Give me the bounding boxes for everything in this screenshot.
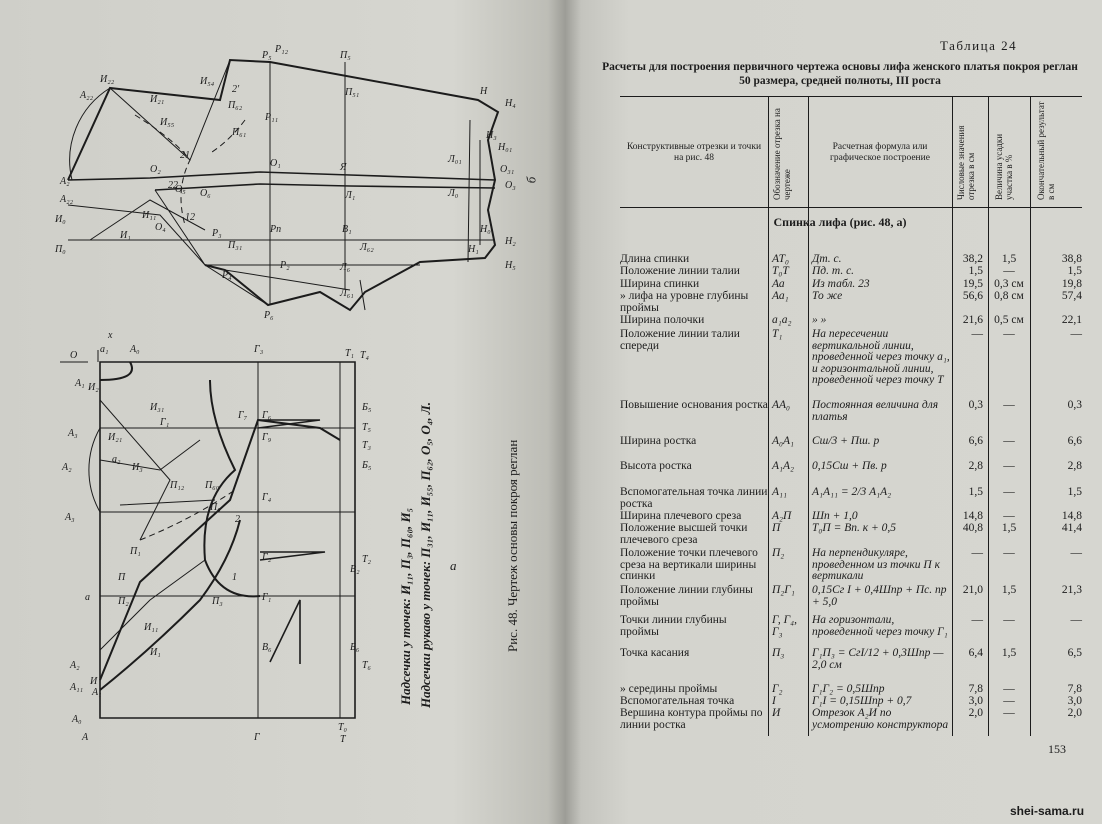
svg-text:Л₆: Л₆	[340, 262, 351, 273]
table-header-rule	[620, 207, 1082, 208]
table-title: Расчеты для построения первичного чертежа основы лифа женского платья покроя реглан 50 размера, средней полноты, III роста	[602, 61, 1078, 87]
svg-text:П₂: П₂	[118, 596, 129, 607]
svg-text:П₁₂: П₁₂	[170, 480, 185, 491]
svg-text:П₅: П₅	[340, 50, 351, 61]
svg-text:Б₅: Б₅	[362, 460, 372, 471]
col-divider-2	[808, 96, 809, 736]
svg-text:Г₂: Г₂	[262, 552, 272, 563]
header-segments: Конструктивные отрезки и точки на рис. 48	[626, 142, 762, 163]
svg-text:Б₆: Б₆	[350, 642, 360, 653]
upper-side-lines	[468, 120, 480, 262]
svg-text:И₃₁: И₃₁	[150, 402, 165, 413]
svg-text:А₂: А₂	[60, 176, 70, 187]
svg-text:Б₅: Б₅	[362, 402, 372, 413]
svg-text:И₁₁: И₁₁	[142, 210, 157, 221]
svg-text:И₂₂: И₂₂	[100, 74, 115, 85]
svg-text:А₂₂: А₂₂	[60, 194, 74, 205]
lower-top-axis	[60, 350, 98, 362]
svg-text:И: И	[90, 676, 98, 687]
svg-text:Г: Г	[254, 732, 260, 743]
svg-text:И₂₁: И₂₁	[150, 94, 165, 105]
svg-text:О₆: О₆	[200, 188, 211, 199]
col-divider-3	[952, 96, 953, 736]
svg-text:В₁: В₁	[342, 224, 352, 235]
svg-text:Н₃: Н₃	[486, 130, 497, 141]
svg-text:Р₁₂: Р₁₂	[275, 44, 289, 55]
svg-text:Г₁: Г₁	[262, 592, 272, 603]
svg-text:Т₁: Т₁	[345, 348, 355, 359]
svg-text:Т₅: Т₅	[362, 422, 372, 433]
table-label: Таблица 24	[940, 38, 1018, 53]
svg-text:Н: Н	[480, 86, 488, 97]
svg-text:А₂: А₂	[70, 660, 80, 671]
svg-text:П₆₂: П₆₂	[228, 100, 243, 111]
label-b: б	[523, 176, 539, 184]
svg-text:П₆₁: П₆₁	[232, 127, 247, 138]
svg-text:А₃: А₃	[68, 428, 78, 439]
svg-text:22: 22	[168, 180, 178, 191]
lower-dart-3	[270, 600, 300, 664]
svg-text:В₆: В₆	[262, 642, 272, 653]
svg-text:Рп: Рп	[270, 224, 282, 235]
svg-text:Р₆: Р₆	[264, 310, 274, 321]
watermark: shei-sama.ru	[1010, 804, 1085, 818]
svg-text:О₁: О₁	[270, 158, 281, 169]
svg-text:А₀: А₀	[72, 714, 82, 725]
lower-arc-left	[89, 428, 100, 512]
svg-text:А₀: А₀	[130, 344, 140, 355]
svg-text:21: 21	[180, 150, 190, 161]
lower-outer-frame	[100, 362, 355, 718]
svg-text:Г₄: Г₄	[262, 492, 272, 503]
upper-back-line	[68, 172, 495, 180]
svg-text:Р₁₁: Р₁₁	[265, 112, 279, 123]
svg-text:А₂₂: А₂₂	[80, 90, 94, 101]
svg-text:Т₂: Т₂	[362, 554, 372, 565]
svg-text:а₂: а₂	[112, 454, 121, 465]
label-a: а	[450, 558, 457, 573]
svg-text:Т₀: Т₀	[338, 722, 348, 733]
table-top-rule	[620, 96, 1082, 97]
svg-text:И₁: И₁	[150, 647, 161, 658]
svg-text:П₁: П₁	[130, 546, 141, 557]
svg-text:Р₂: Р₂	[280, 260, 290, 271]
svg-text:О₄: О₄	[155, 222, 166, 233]
svg-text:1: 1	[232, 572, 237, 583]
svg-text:Я: Я	[340, 162, 347, 173]
svg-text:Г₁: Г₁	[160, 417, 170, 428]
svg-text:И₂: И₂	[88, 382, 99, 393]
svg-text:Г₇: Г₇	[238, 410, 248, 421]
svg-text:И₂₁: И₂₁	[108, 432, 123, 443]
svg-text:Р₃: Р₃	[212, 228, 222, 239]
svg-text:П₅₁: П₅₁	[345, 87, 360, 98]
page-number: 153	[1048, 742, 1066, 756]
svg-text:Т₄: Т₄	[360, 350, 370, 361]
svg-text:П₀: П₀	[55, 244, 66, 255]
svg-text:Г₃: Г₃	[254, 344, 264, 355]
svg-text:А₁: А₁	[75, 378, 85, 389]
svg-text:Г₉: Г₉	[262, 432, 272, 443]
svg-text:Н₁: Н₁	[468, 244, 479, 255]
svg-text:А₁₁: А₁₁	[70, 682, 84, 693]
svg-text:И₅₅: И₅₅	[160, 117, 175, 128]
notch-note-1: Надсечки у точек: И₁₁, П₃, П₆₀, И₅	[398, 507, 413, 705]
svg-text:И₅₄: И₅₄	[200, 76, 215, 87]
header-values: Числовые значения отрезка в см	[956, 125, 976, 200]
svg-text:Р₅: Р₅	[262, 50, 272, 61]
col-divider-5	[1030, 96, 1031, 736]
svg-text:П: П	[118, 572, 126, 583]
svg-text:Г₆: Г₆	[262, 410, 272, 421]
svg-text:а: а	[85, 592, 90, 603]
svg-text:Н₄: Н₄	[505, 98, 516, 109]
header-result: Окончательный результат в см	[1036, 101, 1056, 200]
svg-text:Н₂: Н₂	[505, 236, 516, 247]
svg-text:И₀: И₀	[55, 214, 66, 225]
svg-text:А₁: А₁	[92, 687, 102, 698]
svg-text:Л₀: Л₀	[448, 188, 459, 199]
svg-text:Л₀₁: Л₀₁	[448, 154, 462, 165]
section-title: Спинка лифа (рис. 48, а)	[773, 215, 907, 229]
svg-text:Т₃: Т₃	[362, 440, 372, 451]
header-shrink: Величина усадки участка в %	[994, 133, 1014, 200]
svg-text:2: 2	[235, 514, 240, 525]
col-divider-1	[768, 96, 769, 736]
book-spread: Р₅ Р₁₂ П₅ Н Н₄ Н₃ Н₀₁ О₃₁ О₃ Л₀₁ Л₀ Н₀ Н₁ Н₂ Н₅ Я П₅₁ Р₁₁ П₆₂ П₆₁ И₂₂ И₂₁ А₂₂ А₂ А₂₂ И₀ П₀ И₁₁ И₁ О₄ О₂ О₅ О₆ О₁ Л₁ Л₆ Л₆₁ Л₆₂ Р₃ П₃₁ Р₄ Р₂ Р₆ Рп В₁ 21 22 12 2' И₅₅ И₅₄ О а₁ А₀ Г₃ Т₁ Т₄ А₁ И₂ И₃₁ Г₁ Г₇ Г₆ Б₅ Т₅ А₃ И₂₁ Г₉ Т₃ Б₅ А₂ а₂ И₃ П₁₂ П₆₀ Г₄ А₃ П₆ П₁ 2 Г₂ В₂ Т₂ а П П₂ И₁₁ И₁ П₃ Г₁ В₆ Б₆ Т₆ А₂ А₁₁ И А₁ А₀ А Г Т₀ Т х 1 Надсечки у точек: И₁₁, П₃, П₆₀, И₅ Надсечки рукаво у точек: П₃₁, И₁₁, И₅₅, П₆₂, O₅, O₄, Л. Рис. 48. Чертеж основы покроя реглан а б Таблица 24 Расчеты для построения первичного чертежа основы лифа женского платья покроя реглан 50 размера, средней полноты, III роста Конструктивные отрезки и точки на рис. 48 Обозначение отрезка на чертеже Расчетная формула или графическое построение Числовые значения отрезка в см Величина усадки участка в % Окончательный результат в см Спинка лифа (рис. 48, а) Длина спинки АТ₀ Дт. с. 38,2 1,5 38,8 Положение линии талии Т₀Т Пд. т. с. 1,5 — 1,5 Ширина спинки Аа Из табл. 23 19,5 0,3 см 19,8 » лифа на уровне глубины проймы Аа₁ То же 56,6 0,8 см 57,4 Ширина полочки а₁а₂ » » 21,6 0,5 см 22,1 Положение линии талии спереди Т₁ На пересечении вертикальной линии, проведенной через точку а₁, и горизонтальной линии, проведенной через точку Т — — — Повышение основания ростка АА₀ Постоянная величина для платья 0,3 — 0,3 Ширина ростка А₀А₁ Сш/3 + Пш. р 6,6 — 6,6 Высота ростка А₁А₂ 0,15Сш + Пв. р 2,8 — 2,8 Вспомогательная точка линии ростка А₁₁ А₁А₁₁ = 2/3 А₁А₂ 1,5 — 1,5 Ширина плечевого среза А₂П Шп + 1,0 14,8 — 14,8 Положение высшей точки плечевого среза П Т₀П = Вп. к + 0,5 40,8 1,5 41,4 Положение точки плечевого среза на вертикали ширины спинки П₂ На перпендикуляре, проведенном из точки П к вертикали — — — Положение линии глубины проймы П₂Г₁ 0,15Сг I + 0,4Шпр + Пс. пр + 5,0 21,0 1,5 21,3 Точки линии глубины проймы Г, Г₄, Г₃ На горизонтали, проведенной через точку Г₁ — — — Точка касания П₃ Г₁П₃ = СгI/12 + 0,3Шпр — 2,0 см 6,4 1,5 6,5 » середины проймы Г₂ Г₁Г₂ = 0,5Шпр 7,8 — 7,8 Вспомогательная точка I Г₁I = 0,15Шпр + 0,7 3,0 — 3,0 Вершина контура проймы по линии ростка И Отрезок А₂И по усмотрению конструктора 2,0 — 2,0 153 shei-sama.ru	[0, 0, 1102, 824]
svg-text:А: А	[82, 732, 89, 743]
svg-text:И₃: И₃	[132, 462, 143, 473]
svg-text:Т: Т	[340, 734, 346, 745]
svg-text:П₃: П₃	[212, 596, 223, 607]
svg-text:Т₆: Т₆	[362, 660, 372, 671]
svg-text:2': 2'	[232, 84, 240, 95]
col-divider-4	[988, 96, 989, 736]
svg-text:Н₀: Н₀	[480, 224, 491, 235]
svg-text:П₆₀: П₆₀	[205, 480, 220, 491]
header-formula: Расчетная формула или графическое построение	[830, 142, 930, 163]
svg-text:12: 12	[185, 212, 195, 223]
svg-text:О₅: О₅	[175, 184, 186, 195]
svg-text:Л₆₂: Л₆₂	[360, 242, 374, 253]
svg-text:В₂: В₂	[350, 564, 360, 575]
svg-text:П₆: П₆	[210, 502, 221, 513]
upper-dashed-curve	[135, 115, 190, 225]
lower-back-neck	[100, 362, 132, 380]
svg-text:А₃: А₃	[65, 512, 75, 523]
svg-text:П₃₁: П₃₁	[228, 240, 243, 251]
svg-text:х: х	[108, 330, 113, 341]
figure-caption: Рис. 48. Чертеж основы покроя реглан	[505, 439, 520, 652]
svg-text:О₃: О₃	[505, 180, 516, 191]
header-notation: Обозначение отрезка на чертеже	[772, 108, 792, 200]
svg-text:Н₀₁: Н₀₁	[498, 142, 513, 153]
lower-dashed	[140, 490, 235, 540]
svg-text:А₂: А₂	[62, 462, 72, 473]
svg-text:И₁: И₁	[120, 230, 131, 241]
svg-text:О₃₁: О₃₁	[500, 164, 515, 175]
svg-text:а₁: а₁	[100, 344, 109, 355]
svg-text:Л₁: Л₁	[345, 190, 356, 201]
svg-text:Р₄: Р₄	[222, 270, 232, 281]
svg-text:О₂: О₂	[150, 164, 161, 175]
notch-note-2: Надсечки рукаво у точек: П₃₁, И₁₁, И₅₅, П₆₂, O₅, O₄, Л.	[418, 401, 433, 708]
svg-text:Н₅: Н₅	[505, 260, 516, 271]
svg-text:О: О	[70, 350, 78, 361]
svg-text:И₁₁: И₁₁	[144, 622, 159, 633]
svg-text:Л₆₁: Л₆₁	[340, 288, 354, 299]
